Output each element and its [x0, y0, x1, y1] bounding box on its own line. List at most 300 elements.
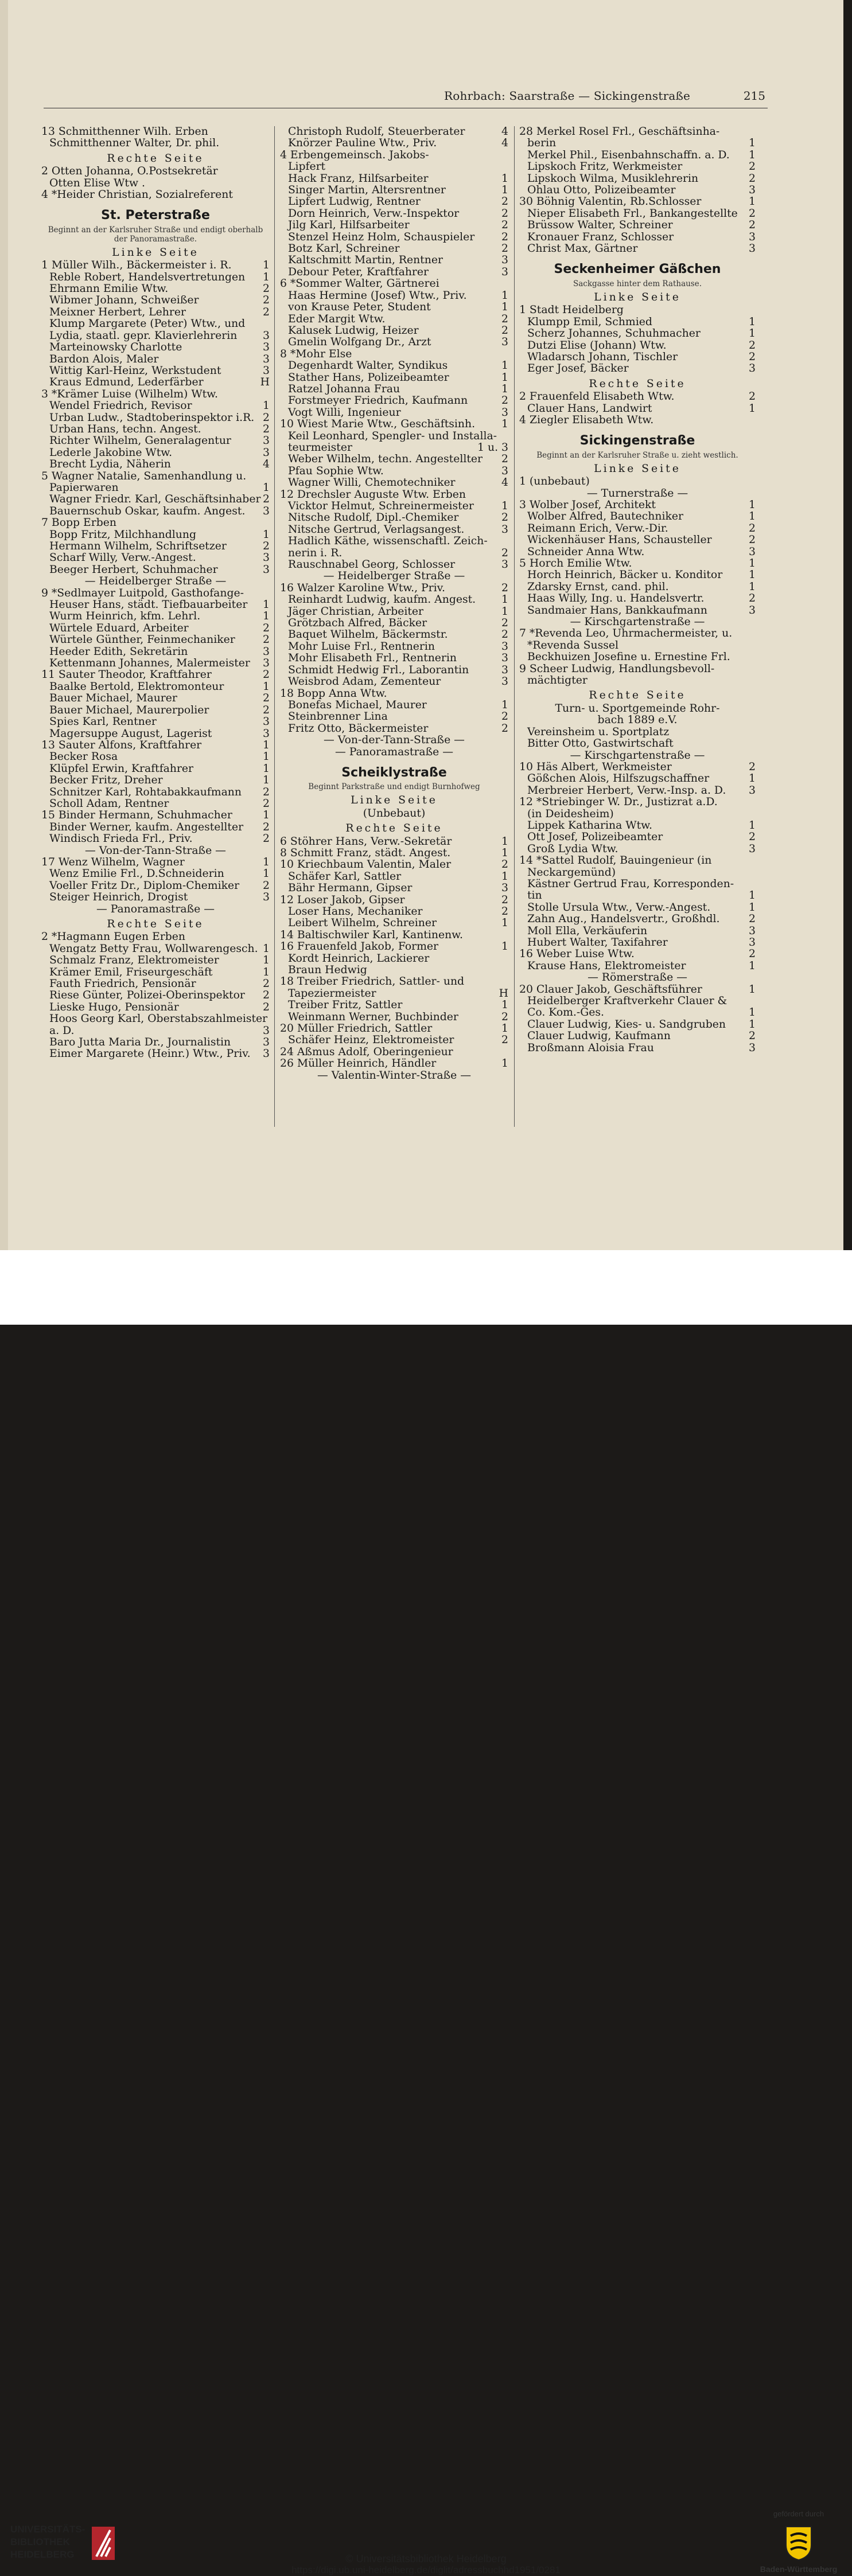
column-2: [280, 126, 508, 1082]
floor-number: 4: [501, 138, 508, 150]
floor-number: 1: [749, 511, 756, 523]
entry-text: 6 Stöhrer Hans, Verw.-Sekretär: [280, 836, 452, 848]
directory-entry: [519, 196, 756, 208]
cross-street: — Römerstraße —: [588, 971, 687, 984]
side-heading: Rechte Seite: [345, 822, 443, 835]
entry-text: 30 Böhnig Valentin, Rb.Schlosser: [519, 196, 702, 208]
entry-text: 4 *Heider Christian, Sozialreferent: [41, 189, 233, 201]
directory-entry: [280, 965, 508, 976]
floor-number: 2: [263, 494, 270, 506]
column-3: [519, 126, 756, 1054]
directory-entry: [519, 640, 756, 651]
entry-text: Wittig Karl-Heinz, Werkstudent: [49, 365, 221, 377]
cross-street: — Kirschgartenstraße —: [570, 749, 705, 762]
floor-number: 1: [263, 482, 270, 494]
directory-entry: [519, 138, 756, 149]
floor-number: 3: [749, 604, 756, 616]
floor-number: 1: [263, 856, 270, 868]
cross-street: — Von-der-Tann-Straße —: [85, 844, 226, 857]
entry-text: Bitter Otto, Gastwirtschaft: [527, 738, 674, 750]
floor-number: 1: [749, 499, 756, 511]
entry-text: Steinbrenner Lina: [288, 711, 388, 723]
entry-text: Magersuppe August, Lagerist: [49, 728, 212, 740]
directory-entry: [519, 243, 756, 255]
floor-number: 1: [501, 1058, 508, 1070]
directory-entry: [280, 126, 508, 138]
directory-entry: [519, 675, 756, 686]
floor-number: 1: [749, 901, 756, 914]
sponsor-state: Baden-Württemberg: [760, 2565, 838, 2574]
directory-entry: [41, 588, 270, 599]
entry-text: Merkel Phil., Eisenbahnschaffn. a. D.: [527, 149, 730, 161]
entry-text: Broßmann Aloisia Frau: [527, 1042, 654, 1054]
entry-text: Reble Robert, Handelsvertretungen: [49, 271, 246, 283]
floor-number: 1: [501, 173, 508, 185]
entry-text: Wolber Alfred, Bautechniker: [527, 511, 683, 523]
entry-text: Ratzel Johanna Frau: [288, 383, 400, 395]
directory-entry: [41, 389, 270, 400]
floor-number: 2: [263, 978, 270, 990]
directory-entry: [41, 740, 270, 751]
directory-entry: [519, 773, 756, 784]
directory-entry: [519, 902, 756, 914]
floor-number: 1: [749, 558, 756, 569]
entry-text: Wendel Friedrich, Revisor: [49, 400, 192, 412]
directory-entry: [519, 996, 756, 1007]
floor-number: 3: [263, 330, 270, 342]
entry-text: Hack Franz, Hilfsarbeiter: [288, 173, 429, 185]
entry-text: Lipskoch Wilma, Musiklehrerin: [527, 173, 699, 185]
floor-number: 2: [501, 208, 508, 220]
directory-entry: [41, 775, 270, 786]
entry-text: Krämer Emil, Friseurgeschäft: [49, 966, 213, 978]
directory-entry: [519, 403, 756, 415]
entry-text: Krause Hans, Elektromeister: [527, 960, 686, 972]
directory-entry: [41, 471, 270, 482]
directory-entry: [280, 1012, 508, 1023]
entry-text: Steiger Heinrich, Drogist: [49, 892, 188, 904]
entry-text: Stolle Ursula Wtw., Verw.-Angest.: [527, 901, 711, 914]
floor-number: 1: [749, 1018, 756, 1031]
floor-number: 2: [263, 1001, 270, 1013]
entry-text: tin: [527, 890, 542, 902]
directory-entry: [280, 232, 508, 243]
directory-entry: [41, 978, 270, 990]
directory-entry: [280, 208, 508, 220]
directory-entry: [41, 751, 270, 763]
entry-text: Bauer Michael, Maurerpolier: [49, 704, 209, 716]
entry-text: 2 *Hagmann Eugen Erben: [41, 931, 186, 943]
floor-number: 2: [263, 786, 270, 798]
entry-text: Schneider Anna Wtw.: [527, 546, 645, 558]
floor-number: 2: [501, 906, 508, 918]
floor-number: 3: [501, 255, 508, 267]
directory-entry: [41, 529, 270, 541]
directory-entry: [41, 189, 270, 201]
entry-text: 3 Wolber Josef, Architekt: [519, 499, 656, 511]
directory-entry: [519, 317, 756, 328]
directory-entry: [280, 290, 508, 302]
entry-text: Ott Josef, Polizeibeamter: [527, 832, 663, 844]
entry-text: Christoph Rudolf, Steuerberater: [288, 126, 465, 138]
directory-entry: [519, 738, 756, 750]
floor-number: 2: [263, 306, 270, 318]
entry-text: von Krause Peter, Student: [288, 302, 431, 314]
entry-text: Becker Rosa: [49, 751, 118, 763]
entry-text: Urban Ludw., Stadtoberinspektor i.R.: [49, 412, 255, 424]
entry-text: 2 Frauenfeld Elisabeth Wtw.: [519, 391, 675, 403]
column-1: [41, 126, 270, 1060]
floor-number: 1: [501, 941, 508, 953]
entry-text: 16 Weber Luise Wtw.: [519, 949, 635, 961]
floor-number: 3: [749, 937, 756, 949]
floor-number: 2: [501, 395, 508, 407]
floor-number: 3: [263, 1025, 270, 1037]
entry-text: Stather Hans, Polizeibeamter: [288, 372, 449, 384]
side-heading: Rechte Seite: [589, 689, 686, 702]
floor-number: 2: [501, 629, 508, 641]
directory-entry: [41, 447, 270, 459]
entry-text: Pfau Sophie Wtw.: [288, 465, 384, 477]
directory-entry: [41, 283, 270, 295]
entry-text: Bardon Alois, Maler: [49, 353, 159, 365]
directory-entry: [280, 501, 508, 512]
entry-text: nerin i. R.: [288, 547, 343, 559]
floor-number: 2: [749, 534, 756, 547]
floor-number: 3: [749, 243, 756, 255]
footer: [0, 1250, 852, 2575]
directory-entry: [280, 594, 508, 606]
entry-text: Beckhuizen Josefine u. Ernestine Frl.: [527, 651, 730, 663]
entry-text: Rauschnabel Georg, Schlosser: [288, 559, 456, 571]
directory-entry: [519, 628, 756, 639]
directory-entry: [280, 454, 508, 465]
page-number: 215: [743, 89, 765, 103]
floor-number: 2: [501, 313, 508, 325]
directory-entry: [41, 272, 270, 283]
directory-entry: [519, 937, 756, 949]
directory-entry: [280, 337, 508, 348]
entry-text: Urban Hans, techn. Angest.: [49, 423, 201, 435]
directory-entry: [280, 700, 508, 711]
floor-number: 1: [501, 360, 508, 372]
directory-entry: [280, 477, 508, 489]
directory-entry: [519, 126, 756, 138]
entry-text: Merbreier Herbert, Verw.-Insp. a. D.: [527, 784, 726, 797]
floor-number: 1: [263, 260, 270, 272]
directory-entry: [519, 593, 756, 604]
directory-entry: [280, 906, 508, 918]
entry-text: Clauer Ludwig, Kaufmann: [527, 1031, 671, 1043]
cross-street: — Heidelberger Straße —: [323, 570, 465, 583]
directory-entry: [280, 431, 508, 442]
entry-text: Groß Lydia Wtw.: [527, 843, 618, 855]
floor-number: 1: [749, 569, 756, 581]
state-coat-of-arms-icon: [783, 2522, 815, 2562]
entry-text: Nitsche Rudolf, Dipl.-Chemiker: [288, 512, 459, 524]
directory-entry: [41, 810, 270, 821]
entry-text: 1 Stadt Heidelberg: [519, 305, 624, 317]
entry-text: teurmeister: [288, 442, 352, 454]
floor-number: 1: [501, 918, 508, 930]
directory-entry: [280, 360, 508, 372]
directory-entry: [41, 868, 270, 880]
floor-number: 3: [263, 435, 270, 447]
entry-text: Gößchen Alois, Hilfszugschaffner: [527, 773, 710, 785]
street-heading: Scheiklystraße: [341, 765, 447, 780]
floor-number: 3: [749, 185, 756, 197]
floor-number: 1: [263, 966, 270, 978]
floor-number: 1: [263, 943, 270, 955]
entry-text: Forstmeyer Friedrich, Kaufmann: [288, 395, 468, 407]
entry-text: Wengatz Betty Frau, Wollwarengesch.: [49, 943, 258, 955]
column-divider: [514, 126, 515, 1127]
entry-text: Heidelberger Kraftverkehr Clauer &: [527, 996, 727, 1008]
entry-text: 24 Aßmus Adolf, Oberingenieur: [280, 1046, 453, 1058]
entry-text: Eder Margit Wtw.: [288, 313, 386, 325]
directory-entry: [280, 836, 508, 848]
directory-entry: [519, 511, 756, 522]
directory-entry: [519, 208, 756, 220]
floor-number: 1: [501, 871, 508, 883]
entry-text: Hubert Walter, Taxifahrer: [527, 937, 668, 949]
entry-text: Spies Karl, Rentner: [49, 716, 157, 728]
directory-entry: [519, 1007, 756, 1018]
entry-text: 14 Baltischwiler Karl, Kantinenw.: [280, 929, 463, 941]
entry-text: Kettenmann Johannes, Malermeister: [49, 658, 250, 670]
directory-entry: [280, 267, 508, 278]
entry-text: Vogt Willi, Ingenieur: [288, 407, 401, 419]
directory-entry: [41, 126, 270, 138]
directory-entry: [280, 302, 508, 313]
entry-text: 9 *Sedlmayer Luitpold, Gasthofange-: [41, 587, 244, 599]
directory-entry: [519, 499, 756, 511]
entry-text: Neckargemünd): [527, 867, 616, 879]
entry-text: Wagner Willi, Chemotechniker: [288, 477, 456, 489]
floor-number: 1: [263, 955, 270, 967]
entry-text: Kronauer Franz, Schlosser: [527, 231, 674, 243]
entry-text: Lieske Hugo, Pensionär: [49, 1001, 179, 1013]
floor-number: 3: [263, 1037, 270, 1049]
side-heading: Rechte Seite: [107, 918, 204, 930]
entry-text: Scharf Willy, Verw.-Angest.: [49, 552, 196, 564]
entry-text: 12 Drechsler Auguste Wtw. Erben: [280, 489, 466, 501]
entry-text: Bauer Michael, Maurer: [49, 693, 177, 705]
cross-street: — Panoramastraße —: [334, 746, 454, 758]
floor-number: 2: [263, 833, 270, 845]
floor-number: H: [260, 377, 270, 389]
directory-entry: [280, 953, 508, 965]
directory-entry: [41, 552, 270, 564]
entry-text: (in Deidesheim): [527, 808, 614, 820]
entry-text: Scherz Johannes, Schuhmacher: [527, 328, 701, 340]
floor-number: 1: [749, 149, 756, 161]
directory-entry: [280, 243, 508, 255]
entry-text: *Revenda Sussel: [527, 639, 619, 651]
side-heading: Rechte Seite: [589, 377, 686, 390]
floor-number: 1: [501, 847, 508, 859]
entry-text: Kalusek Ludwig, Heizer: [288, 325, 419, 337]
directory-entry: [41, 967, 270, 978]
directory-entry: [41, 646, 270, 658]
entry-text: Schmalz Franz, Elektromeister: [49, 955, 219, 967]
entry-text: 8 *Mohr Else: [280, 348, 352, 360]
entry-text: Marteinowsky Charlotte: [49, 342, 182, 354]
entry-text: 5 Wagner Natalie, Samenhandlung u.: [41, 470, 247, 482]
directory-entry: [519, 352, 756, 363]
floor-number: 2: [749, 914, 756, 926]
floor-number: 3: [263, 658, 270, 670]
directory-entry: [519, 328, 756, 339]
entry-text: Richter Wilhelm, Generalagentur: [49, 435, 231, 447]
cross-street: bach 1889 e.V.: [597, 714, 678, 727]
directory-entry: [41, 880, 270, 892]
entry-text: 10 Wiest Marie Wtw., Geschäftsinh.: [280, 419, 476, 431]
entry-text: Lipfert: [288, 161, 326, 173]
street-heading: Seckenheimer Gäßchen: [554, 262, 721, 277]
source-url[interactable]: https://digi.ub.uni-heidelberg.de/diglit/adressbuchhd1951/0281: [291, 2565, 561, 2575]
floor-number: 1: [501, 185, 508, 197]
floor-number: 2: [263, 880, 270, 892]
entry-text: 11 Sauter Theodor, Kraftfahrer: [41, 669, 212, 681]
floor-number: 2: [501, 243, 508, 255]
directory-entry: [519, 762, 756, 773]
street-note: Beginnt an der Karlsruher Straße u. zieht westlich.: [536, 450, 738, 460]
floor-number: 2: [501, 220, 508, 232]
entry-text: Windisch Frieda Frl., Priv.: [49, 833, 193, 845]
floor-number: 1: [263, 751, 270, 763]
directory-entry: [519, 363, 756, 374]
entry-text: Klumpp Emil, Schmied: [527, 316, 652, 328]
directory-entry: [41, 798, 270, 810]
entry-text: 5 Horch Emilie Wtw.: [519, 558, 632, 569]
entry-text: Binder Werner, kaufm. Angestellter: [49, 821, 244, 833]
floor-number: 3: [749, 925, 756, 937]
entry-text: Jilg Karl, Hilfsarbeiter: [288, 220, 410, 232]
directory-entry: [280, 883, 508, 894]
entry-text: 20 Clauer Jakob, Geschäftsführer: [519, 983, 702, 996]
directory-entry: [280, 930, 508, 941]
entry-text: a. D.: [49, 1025, 75, 1037]
directory-entry: [41, 716, 270, 728]
entry-text: Brüssow Walter, Schreiner: [527, 220, 673, 232]
entry-text: Christ Max, Gärtner: [527, 243, 638, 255]
entry-text: Sandmaier Hans, Bankkaufmann: [527, 604, 707, 616]
floor-number: 4: [501, 126, 508, 138]
directory-entry: [280, 138, 508, 149]
entry-text: 14 *Sattel Rudolf, Bauingenieur (in: [519, 855, 712, 867]
entry-text: Hadlich Käthe, wissenschaftl. Zeich-: [288, 536, 488, 548]
directory-entry: [41, 459, 270, 470]
entry-text: Hoos Georg Karl, Oberstabszahlmeister: [49, 1013, 268, 1025]
entry-text: Fauth Friedrich, Pensionär: [49, 978, 196, 990]
running-title: Rohrbach: Saarstraße — Sickingenstraße: [444, 89, 691, 103]
cross-street: — Turnerstraße —: [586, 487, 688, 499]
directory-entry: [280, 606, 508, 618]
directory-entry: [519, 1031, 756, 1042]
floor-number: 1: [749, 960, 756, 972]
directory-entry: [519, 879, 756, 890]
directory-entry: [41, 822, 270, 833]
cross-street: — Valentin-Winter-Straße —: [317, 1069, 472, 1082]
directory-entry: [280, 688, 508, 700]
floor-number: 3: [749, 784, 756, 797]
directory-entry: [280, 976, 508, 988]
directory-entry: [519, 785, 756, 797]
entry-text: Klump Margarete (Peter) Wtw., und: [49, 318, 246, 330]
floor-number: 1: [501, 290, 508, 302]
entry-text: Ehrmann Emilie Wtw.: [49, 283, 169, 295]
entry-text: Mohr Elisabeth Frl., Rentnerin: [288, 653, 457, 665]
entry-text: Schäfer Heinz, Elektromeister: [288, 1035, 454, 1047]
entry-text: Co. Kom.-Ges.: [527, 1007, 604, 1019]
floor-number: 1: [263, 810, 270, 822]
side-heading: Linke Seite: [112, 246, 199, 259]
directory-entry: [280, 723, 508, 735]
directory-entry: [41, 931, 270, 943]
directory-entry: [280, 407, 508, 419]
floor-number: 4: [501, 477, 508, 489]
entry-text: Scholl Adam, Rentner: [49, 798, 169, 810]
entry-text: Haas Willy, Ing. u. Handelsvertr.: [527, 593, 705, 605]
directory-entry: [41, 763, 270, 775]
entry-text: 13 Sauter Alfons, Kraftfahrer: [41, 739, 202, 751]
directory-entry: [280, 988, 508, 1000]
entry-text: Baro Jutta Maria Dr., Journalistin: [49, 1037, 231, 1049]
cross-street: — Heidelberger Straße —: [84, 575, 227, 588]
entry-text: Hermann Wilhelm, Schriftsetzer: [49, 541, 227, 552]
floor-number: 2: [749, 220, 756, 232]
entry-text: Stenzel Heinz Holm, Schauspieler: [288, 231, 475, 243]
entry-text: Debour Peter, Kraftfahrer: [288, 266, 429, 278]
floor-number: 3: [749, 1042, 756, 1054]
directory-entry: [41, 658, 270, 669]
directory-entry: [41, 295, 270, 306]
entry-text: Kaltschmitt Martin, Rentner: [288, 255, 443, 267]
entry-text: Treiber Fritz, Sattler: [288, 1000, 403, 1012]
street-note: Beginnt Parkstraße und endigt Burnhofweg: [308, 782, 480, 792]
floor-number: 3: [263, 552, 270, 564]
directory-entry: [280, 665, 508, 676]
directory-entry: [519, 855, 756, 867]
entry-text: Klüpfel Erwin, Kraftfahrer: [49, 763, 194, 775]
floor-number: 1: [501, 501, 508, 512]
directory-entry: [519, 867, 756, 879]
directory-entry: [280, 583, 508, 594]
entry-text: Knörzer Pauline Wtw., Priv.: [288, 138, 437, 150]
directory-entry: [41, 342, 270, 353]
directory-entry: [280, 349, 508, 360]
entry-text: berin: [527, 138, 557, 150]
entry-text: Singer Martin, Altersrentner: [288, 185, 446, 197]
floor-number: 3: [501, 559, 508, 571]
floor-number: 2: [501, 894, 508, 906]
entry-text: 7 *Revenda Leo, Uhrmachermeister, u.: [519, 628, 733, 640]
entry-text: 10 Kriechbaum Valentin, Maler: [280, 859, 452, 871]
directory-entry: [519, 809, 756, 820]
entry-text: Bopp Fritz, Milchhandlung: [49, 529, 197, 541]
floor-number: 3: [501, 266, 508, 278]
entry-text: Loser Hans, Mechaniker: [288, 906, 423, 918]
floor-number: 1: [749, 316, 756, 328]
entry-text: 12 *Striebinger W. Dr., Justizrat a.D.: [519, 797, 718, 809]
directory-entry: [280, 524, 508, 536]
entry-text: Braun Hedwig: [288, 965, 367, 977]
directory-entry: [280, 848, 508, 859]
directory-entry: [519, 476, 756, 487]
directory-entry: [41, 1048, 270, 1060]
floor-number: 1: [263, 868, 270, 880]
